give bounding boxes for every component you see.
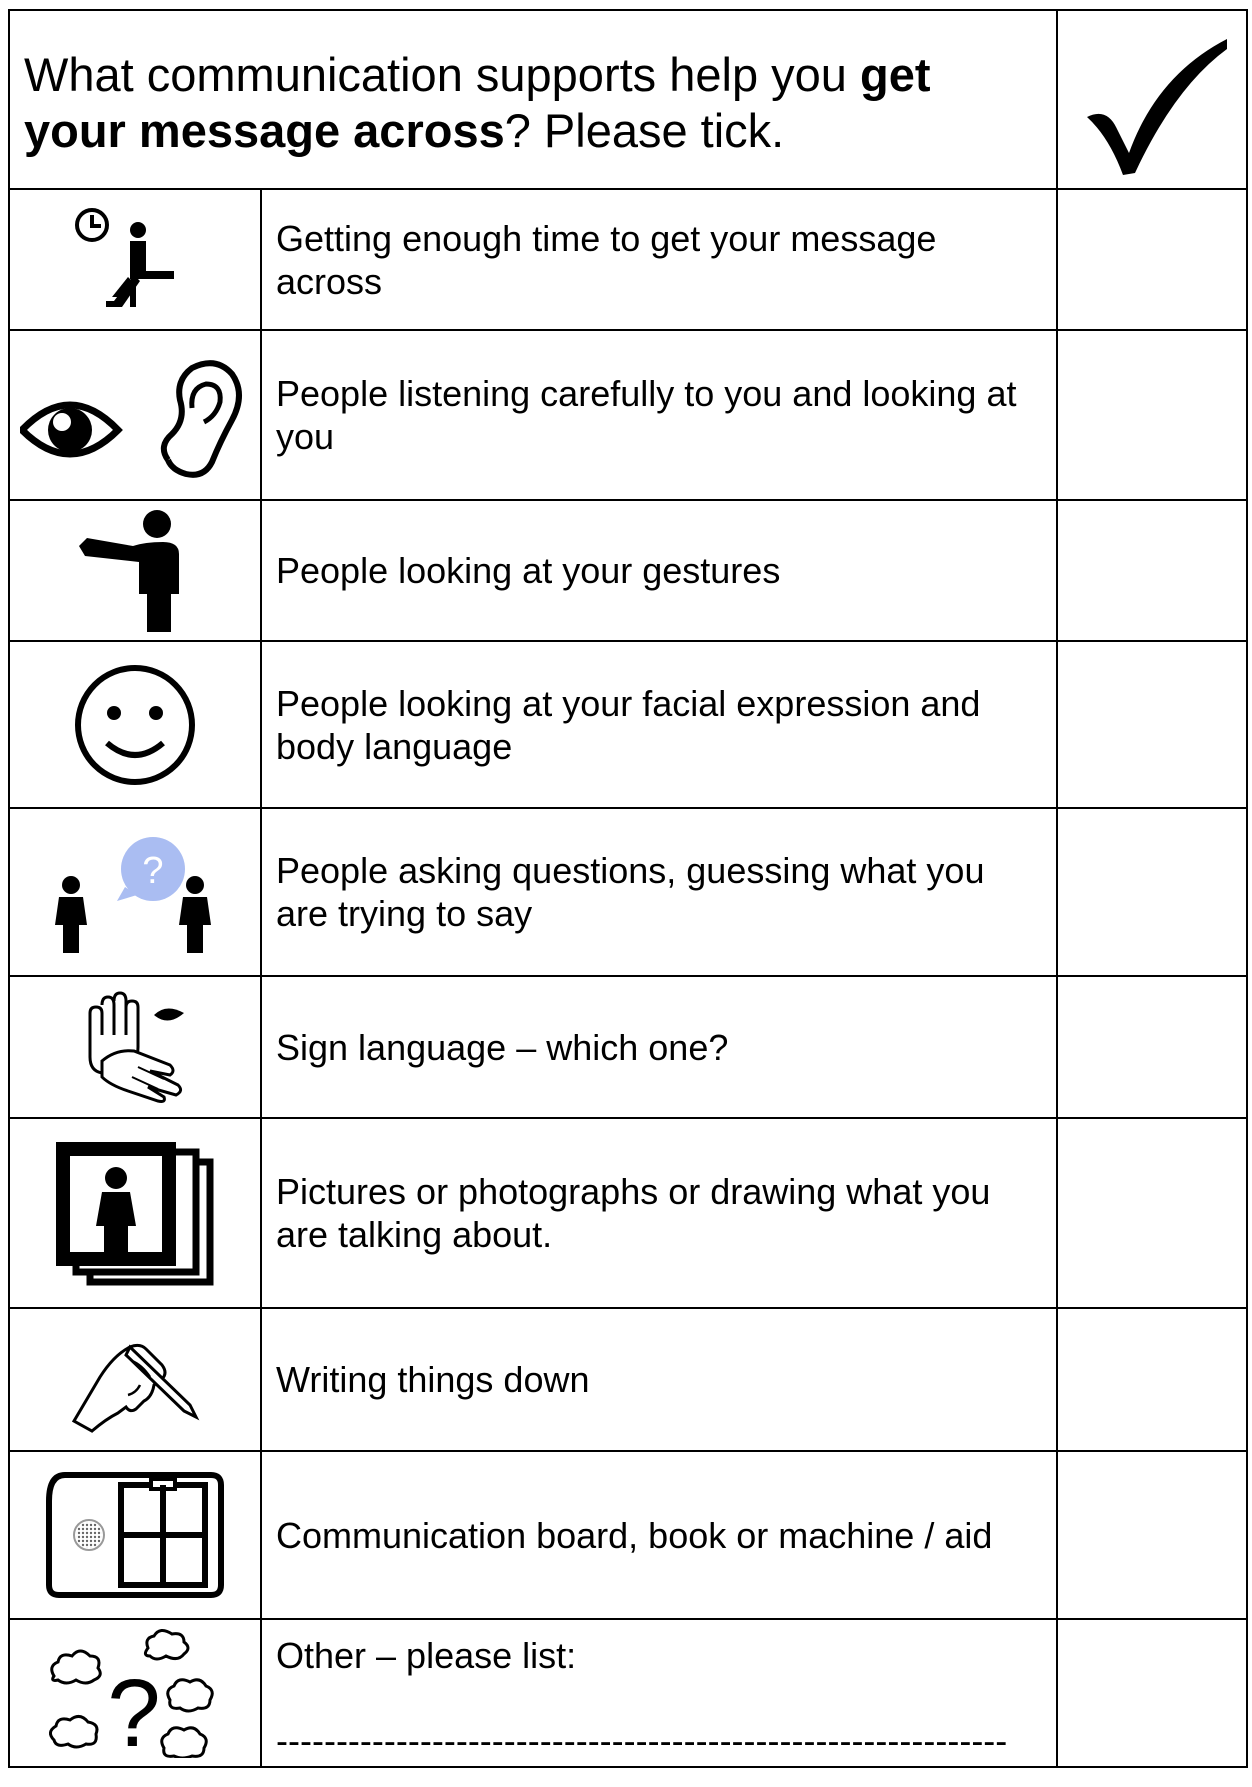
question-heading bbox=[9, 10, 1057, 189]
question-mark-glyph: ? bbox=[107, 1660, 161, 1758]
row-label: Writing things down bbox=[261, 1308, 1057, 1451]
table-row bbox=[9, 500, 1247, 641]
table-row bbox=[9, 1451, 1247, 1619]
clouds-question-icon bbox=[40, 1628, 230, 1758]
row-icon-cell bbox=[9, 1118, 261, 1308]
tick-box[interactable] bbox=[1057, 189, 1247, 330]
row-label: Pictures or photographs or drawing what you are talking about. bbox=[261, 1118, 1057, 1308]
tick-box[interactable] bbox=[1057, 500, 1247, 641]
clock-sitting-person-icon bbox=[70, 205, 200, 315]
tick-header-cell bbox=[1057, 10, 1247, 189]
communication-device-icon bbox=[45, 1471, 225, 1599]
hand-writing-pen-icon bbox=[70, 1325, 200, 1435]
header-row bbox=[9, 10, 1247, 189]
row-label: Getting enough time to get your message across bbox=[261, 189, 1057, 330]
row-icon-cell bbox=[9, 330, 261, 500]
table-row bbox=[9, 976, 1247, 1118]
row-icon-cell bbox=[9, 1308, 261, 1451]
two-people-question-bubble-icon bbox=[45, 831, 225, 953]
other-cell bbox=[261, 1619, 1057, 1767]
supports-table bbox=[8, 9, 1248, 1768]
row-label: Communication board, book or machine / aid bbox=[261, 1451, 1057, 1619]
tick-box[interactable] bbox=[1057, 808, 1247, 976]
row-label: People looking at your facial expression and body language bbox=[261, 641, 1057, 808]
communication-supports-form bbox=[8, 9, 1248, 1787]
row-icon-cell bbox=[9, 1451, 261, 1619]
tick-box[interactable] bbox=[1057, 1118, 1247, 1308]
tick-box[interactable] bbox=[1057, 976, 1247, 1118]
row-icon-cell bbox=[9, 1619, 261, 1767]
question-text-2: ? Please tick. bbox=[504, 104, 785, 157]
table-row bbox=[9, 1619, 1247, 1767]
table-row bbox=[9, 1118, 1247, 1308]
question-text-1: What communication supports help you bbox=[24, 48, 860, 101]
row-label: Sign language – which one? bbox=[261, 976, 1057, 1118]
table-row bbox=[9, 189, 1247, 330]
question-mark-glyph: ? bbox=[142, 850, 164, 892]
row-label: People asking questions, guessing what you are trying to say bbox=[261, 808, 1057, 976]
row-icon-cell bbox=[9, 976, 261, 1118]
row-icon-cell bbox=[9, 808, 261, 976]
table-row bbox=[9, 330, 1247, 500]
table-row bbox=[9, 808, 1247, 976]
row-icon-cell bbox=[9, 500, 261, 641]
row-label: People listening carefully to you and looking at you bbox=[261, 330, 1057, 500]
row-label: Other – please list: bbox=[276, 1635, 577, 1676]
tick-box[interactable] bbox=[1057, 1619, 1247, 1767]
table-row bbox=[9, 1308, 1247, 1451]
check-mark-icon bbox=[1077, 25, 1227, 175]
row-icon-cell bbox=[9, 189, 261, 330]
eye-and-ear-icon bbox=[20, 350, 250, 480]
smiley-face-icon bbox=[73, 663, 197, 787]
tick-box[interactable] bbox=[1057, 1451, 1247, 1619]
question-bold: get your message across bbox=[24, 48, 931, 157]
tick-box[interactable] bbox=[1057, 330, 1247, 500]
tick-box[interactable] bbox=[1057, 641, 1247, 808]
row-label: People looking at your gestures bbox=[261, 500, 1057, 641]
tick-box[interactable] bbox=[1057, 1308, 1247, 1451]
stacked-photos-icon bbox=[50, 1138, 220, 1288]
signing-hands-lips-icon bbox=[80, 991, 190, 1103]
table-row bbox=[9, 641, 1247, 808]
write-in-line[interactable]: ------------------------------------------------------------- bbox=[276, 1720, 1008, 1761]
pointing-person-icon bbox=[75, 510, 195, 632]
row-icon-cell bbox=[9, 641, 261, 808]
